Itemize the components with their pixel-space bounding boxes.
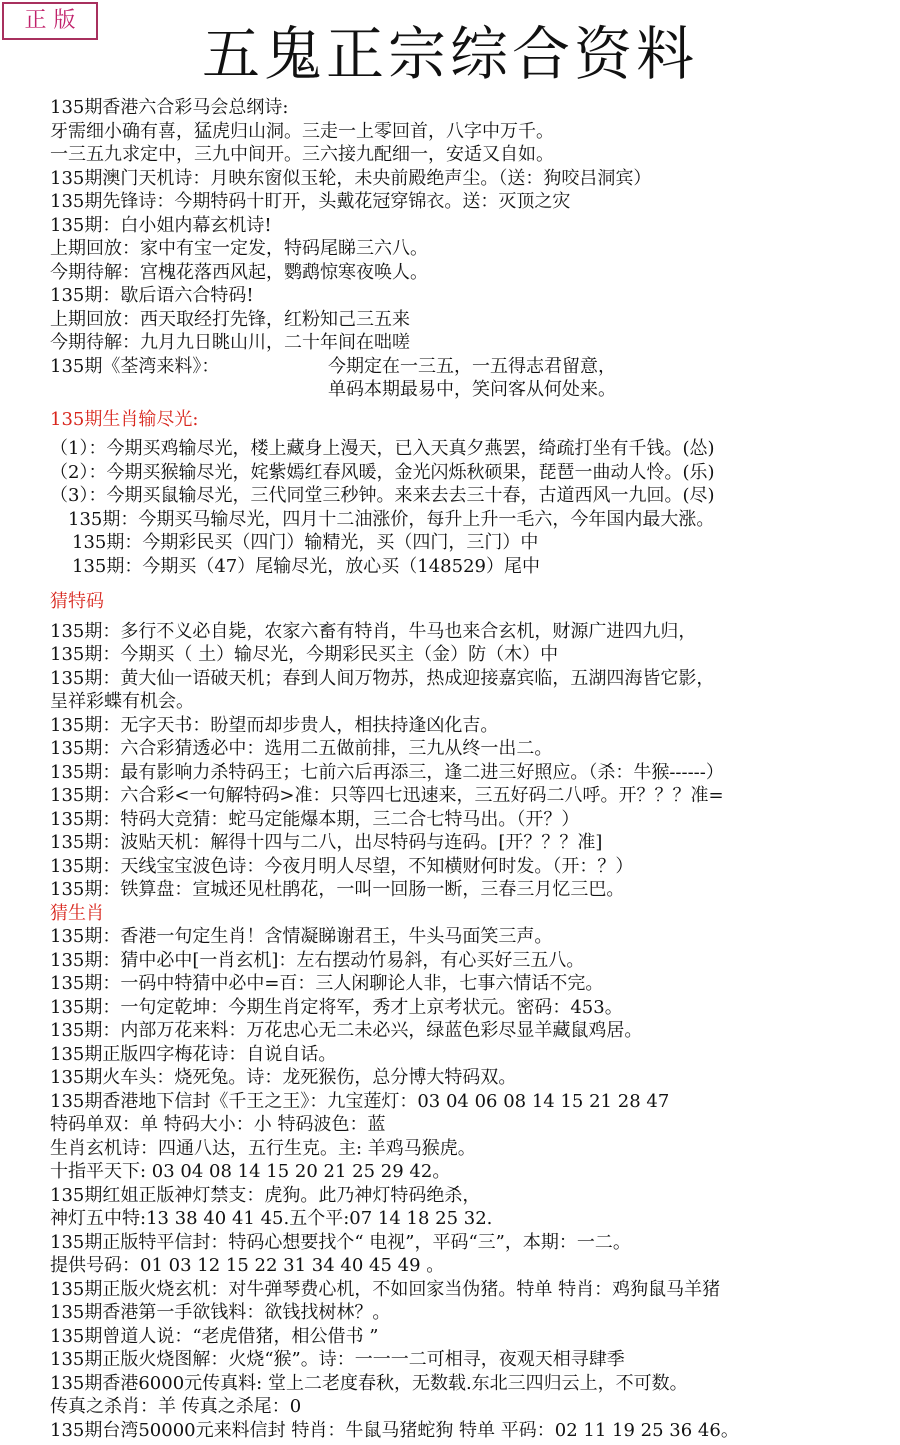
text-line: 135期：无字天书：盼望而却步贵人，相扶持逢凶化吉。 <box>50 714 499 736</box>
text-line: 呈祥彩蝶有机会。 <box>50 691 194 712</box>
text-line: 135期：内部万花来料：万花忠心无二未必兴，绿蓝色彩尽显羊藏鼠鸡居。 <box>50 1020 643 1041</box>
text-line: 135期红姐正版神灯禁支：虎狗。此乃神灯特码绝杀， <box>50 1184 481 1206</box>
text-line: 135期：今期买（ 土）输尽光，今期彩民买主（金）防（木）中 <box>50 644 559 665</box>
document-body <box>50 96 896 1442</box>
text-line: 135期先锋诗：今期特码十盯开，头戴花冠穿锦衣。送：灭顶之灾 <box>50 191 571 212</box>
text-line: 135期：一句定乾坤：今期生肖定将军，秀才上京考状元。密码：453。 <box>50 996 623 1018</box>
text-line: 今期待解：宫槐花落西风起，鹦鹉惊寒夜唤人。 <box>50 261 428 283</box>
text-line: 135期：香港一句定生肖！含情凝睇谢君王，牛头马面笑三声。 <box>50 926 553 947</box>
text-line: 135期香港6000元传真料: 堂上二老度春秋，无数载.东北三四归云上，不可数。 <box>50 1372 688 1394</box>
text-line: 135期正版特平信封：特码心想要找个“ 电视”，平码“三”，本期：一二。 <box>50 1231 631 1253</box>
text-line: 135期：白小姐内幕玄机诗! <box>50 214 272 236</box>
text-line: 神灯五中特:13 38 40 41 45.五个平:07 14 18 25 32. <box>50 1208 493 1229</box>
text-line: 十指平天下: 03 04 08 14 15 20 21 25 29 42。 <box>50 1161 451 1182</box>
text-line: 135期：六合彩<一句解特码>准：只等四七迅速来，三五好码二八呼。开？？？准= <box>50 785 724 806</box>
text-line: 135期正版火烧图解：火烧“猴”。诗：一一一二可相寻，夜观天相寻肆季 <box>50 1349 625 1370</box>
text-line: 135期火车头：烧死兔。诗：龙死猴伤，总分博大特码双。 <box>50 1067 517 1088</box>
text-line: 135期正版四字梅花诗：自说自话。 <box>50 1043 337 1065</box>
text-line: （2）：今期买猴输尽光，姹紫嫣红春风暖，金光闪烁秋硕果，琵琶一曲动人怜。(乐) <box>50 461 715 483</box>
text-line: 135期：今期买（47）尾输尽光，放心买（148529）尾中 <box>72 555 540 577</box>
section-guess-code <box>50 620 896 902</box>
text-line: 135期：最有影响力杀特码王；七前六后再添三，逢二进三好照应。（杀：牛猴------） <box>50 761 724 783</box>
text-line: 今期定在一三五，一五得志君留意， <box>328 355 616 377</box>
text-line: 135期台湾50000元来料信封 特肖：牛鼠马猪蛇狗 特单 平码：02 11 19 25 36 46。 <box>50 1419 739 1441</box>
text-line: 135期：六合彩猜透必中：选用二五做前排，三九从终一出二。 <box>50 738 553 759</box>
text-line: （3）：今期买鼠输尽光，三代同堂三秒钟。来来去去三十春，古道西风一九回。(尽) <box>50 485 715 506</box>
page-title: 五鬼正宗综合资料 <box>201 20 698 88</box>
text-line: 提供号码：01 03 12 15 22 31 34 40 45 49 。 <box>50 1255 445 1276</box>
text-line: 135期：今期彩民买（四门）输精光，买（四门，三门）中 <box>72 532 539 553</box>
text-line: 上期回放：西天取经打先锋，红粉知己三五来 <box>50 308 410 330</box>
text-line: 牙需细小确有喜，猛虎归山洞。三走一上零回首，八字中万千。 <box>50 120 554 142</box>
text-line: 特码单双：单 特码大小：小 特码波色：蓝 <box>50 1114 386 1135</box>
text-line: 135期曾道人说：“老虎借猪，相公借书 ” <box>50 1325 379 1347</box>
text-line: 135期：今期买马输尽光，四月十二油涨价，每升上升一毛六，今年国内最大涨。 <box>68 508 715 530</box>
quancai-label: 135期《荃湾来料》： <box>50 355 220 377</box>
section-zodiac <box>50 437 896 578</box>
text-line: 单码本期最易中，笑问客从何处来。 <box>328 379 616 400</box>
quancai-block <box>50 355 896 402</box>
text-line: 135期香港六合彩马会总纲诗: <box>50 97 289 118</box>
text-line: 135期澳门天机诗：月映东窗似玉轮，未央前殿绝声尘。（送：狗咬吕洞宾） <box>50 167 652 189</box>
text-line: 上期回放：家中有宝一定发，特码尾睇三六八。 <box>50 238 428 259</box>
text-line: 135期：铁算盘：宣城还见杜鹃花，一叫一回肠一断，三春三月忆三巴。 <box>50 879 625 900</box>
text-line: 生肖玄机诗：四通八达，五行生克。主: 羊鸡马猴虎。 <box>50 1137 476 1159</box>
text-line: 135期香港地下信封《千王之王》：九宝莲灯：03 04 06 08 14 15 21 28 47 <box>50 1090 670 1112</box>
text-line: 135期：一码中特猜中必中=百：三人闲聊论人非，七事六情话不完。 <box>50 973 604 994</box>
text-line: 一三五九求定中，三九中间开。三六接九配细一，安适又自如。 <box>50 144 554 165</box>
guess-zodiac-heading: 猜生肖 <box>50 902 104 924</box>
text-line: 135期：猜中必中[一肖玄机]：左右摆动竹易斜，有心买好三五八。 <box>50 949 585 971</box>
section-guess-zodiac <box>50 925 896 1442</box>
text-line: 135期：多行不义必自毙，农家六畜有特肖，牛马也来合玄机，财源广进四九归， <box>50 620 697 642</box>
genuine-badge: 正 版 <box>2 2 98 40</box>
guess-code-heading: 猜特码 <box>50 591 104 612</box>
quancai-poem <box>328 355 616 402</box>
section-intro <box>50 96 896 402</box>
text-line: 135期：天线宝宝波色诗：今夜月明人尽望，不知横财何时发。（开：？） <box>50 855 634 877</box>
text-line: 135期：歇后语六合特码! <box>50 285 254 306</box>
text-line: 135期：黄大仙一语破天机；春到人间万物苏，热成迎接嘉宾临，五湖四海皆它影， <box>50 667 715 689</box>
text-line: 传真之杀肖：羊 传真之杀尾：0 <box>50 1396 302 1417</box>
text-line: 135期：波贴天机：解得十四与二八，出尽特码与连码。[开？？？准] <box>50 832 603 853</box>
text-line: 135期正版火烧玄机：对牛弹琴费心机，不如回家当伪猪。特单 特肖：鸡狗鼠马羊猪 <box>50 1278 721 1300</box>
text-line: （1）：今期买鸡输尽光，楼上藏身上漫天，已入天真夕燕罢，绮疏打坐有千钱。(怂) <box>50 438 715 459</box>
zodiac-heading: 135期生肖输尽光: <box>50 408 199 430</box>
text-line: 今期待解：九月九日眺山川，二十年间在咄嗟 <box>50 332 410 353</box>
text-line: 135期：特码大竞猜：蛇马定能爆本期，三二合七特马出。（开？） <box>50 808 580 830</box>
text-line: 135期香港第一手欲钱料：欲钱找树林？。 <box>50 1302 391 1323</box>
